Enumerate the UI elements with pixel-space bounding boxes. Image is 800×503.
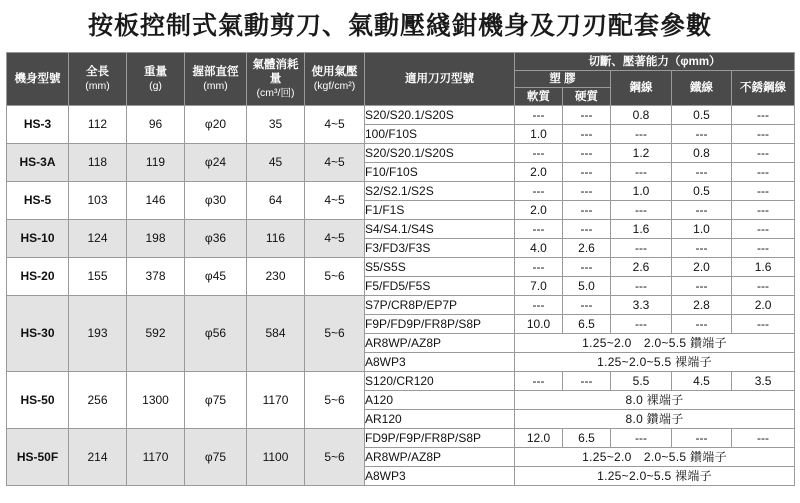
blade-cell: S2/S2.1/S2S (365, 182, 515, 201)
hard-cell: --- (563, 144, 611, 163)
hard-cell: --- (563, 372, 611, 391)
hard-cell: --- (563, 106, 611, 125)
copper-cell: 1.2 (611, 144, 672, 163)
soft-cell: --- (515, 144, 563, 163)
copper-cell: --- (611, 125, 672, 144)
copper-cell: --- (611, 429, 672, 448)
table-row (7, 429, 795, 448)
model-cell: HS-10 (7, 220, 69, 258)
copper-cell: 5.5 (611, 372, 672, 391)
grip-cell: φ45 (185, 258, 247, 296)
soft-cell: --- (515, 182, 563, 201)
soft-cell: 12.0 (515, 429, 563, 448)
pressure-cell: 5~6 (305, 429, 365, 486)
pressure-cell: 4~5 (305, 182, 365, 220)
iron-cell: 0.8 (672, 144, 732, 163)
hard-cell: --- (563, 220, 611, 239)
air-cell: 584 (247, 296, 305, 372)
iron-cell: 0.5 (672, 182, 732, 201)
header-model: 機身型號 (7, 53, 69, 106)
copper-cell: 2.6 (611, 258, 672, 277)
blade-cell: AR8WP/AZ8P (365, 334, 515, 353)
blade-cell: F5/FD5/F5S (365, 277, 515, 296)
soft-cell: --- (515, 220, 563, 239)
blade-cell: A8WP3 (365, 353, 515, 372)
grip-cell: φ30 (185, 182, 247, 220)
capacity-span-cell: 8.0 裸端子 (515, 391, 795, 410)
model-cell: HS-5 (7, 182, 69, 220)
iron-cell: 1.0 (672, 220, 732, 239)
page-title: 按板控制式氣動剪刀、氣動壓綫鉗機身及刀刃配套參數 (87, 11, 712, 40)
copper-cell: 1.0 (611, 182, 672, 201)
capacity-span-cell: 1.25~2.0~5.5 裸端子 (515, 353, 795, 372)
stainless-cell: --- (732, 429, 795, 448)
soft-cell: --- (515, 106, 563, 125)
header-capacity: 切斷、壓著能力（φmm） (515, 53, 795, 71)
blade-cell: AR120 (365, 410, 515, 429)
table-row (7, 372, 795, 391)
soft-cell: 7.0 (515, 277, 563, 296)
length-cell: 155 (69, 258, 127, 296)
soft-cell: --- (515, 372, 563, 391)
stainless-cell: --- (732, 106, 795, 125)
stainless-cell: --- (732, 315, 795, 334)
spec-table (6, 52, 795, 486)
hard-cell: --- (563, 182, 611, 201)
weight-cell: 592 (127, 296, 185, 372)
pressure-cell: 4~5 (305, 144, 365, 182)
header-stainless: 不銹鋼線 (732, 71, 795, 106)
capacity-span-cell: 1.25~2.0 2.0~5.5 鑽端子 (515, 334, 795, 353)
capacity-span-cell: 8.0 鑽端子 (515, 410, 795, 429)
air-cell: 1170 (247, 372, 305, 429)
grip-cell: φ20 (185, 106, 247, 144)
hard-cell: 6.5 (563, 429, 611, 448)
iron-cell: --- (672, 239, 732, 258)
capacity-span-cell: 1.25~2.0~5.5 裸端子 (515, 467, 795, 486)
air-cell: 230 (247, 258, 305, 296)
model-cell: HS-30 (7, 296, 69, 372)
hard-cell: --- (563, 125, 611, 144)
blade-cell: AR8WP/AZ8P (365, 448, 515, 467)
hard-cell: --- (563, 296, 611, 315)
hard-cell: 5.0 (563, 277, 611, 296)
header-grip: 握部直徑 (mm) (185, 53, 247, 106)
stainless-cell: --- (732, 220, 795, 239)
soft-cell: 2.0 (515, 163, 563, 182)
iron-cell: --- (672, 125, 732, 144)
soft-cell: 4.0 (515, 239, 563, 258)
pressure-cell: 4~5 (305, 220, 365, 258)
grip-cell: φ24 (185, 144, 247, 182)
stainless-cell: 2.0 (732, 296, 795, 315)
weight-cell: 1300 (127, 372, 185, 429)
soft-cell: 1.0 (515, 125, 563, 144)
copper-cell: --- (611, 315, 672, 334)
iron-cell: 2.8 (672, 296, 732, 315)
capacity-span-cell: 1.25~2.0 2.0~5.5 鑽端子 (515, 448, 795, 467)
header-soft: 軟質 (515, 88, 563, 106)
weight-cell: 146 (127, 182, 185, 220)
header-blade: 適用刀刃型號 (365, 53, 515, 106)
hard-cell: 2.6 (563, 239, 611, 258)
table-row (7, 144, 795, 163)
pressure-cell: 5~6 (305, 258, 365, 296)
iron-cell: --- (672, 201, 732, 220)
blade-cell: S5/S5S (365, 258, 515, 277)
pressure-cell: 4~5 (305, 106, 365, 144)
grip-cell: φ36 (185, 220, 247, 258)
air-cell: 64 (247, 182, 305, 220)
header-length: 全長 (mm) (69, 53, 127, 106)
length-cell: 103 (69, 182, 127, 220)
hard-cell: --- (563, 163, 611, 182)
stainless-cell: --- (732, 239, 795, 258)
copper-cell: --- (611, 239, 672, 258)
blade-cell: FD9P/F9P/FR8P/S8P (365, 429, 515, 448)
table-row (7, 182, 795, 201)
iron-cell: --- (672, 277, 732, 296)
length-cell: 256 (69, 372, 127, 429)
copper-cell: 1.6 (611, 220, 672, 239)
header-iron: 鐵線 (672, 71, 732, 106)
table-row (7, 220, 795, 239)
grip-cell: φ75 (185, 429, 247, 486)
model-cell: HS-3 (7, 106, 69, 144)
length-cell: 214 (69, 429, 127, 486)
grip-cell: φ56 (185, 296, 247, 372)
soft-cell: --- (515, 296, 563, 315)
blade-cell: F9P/FD9P/FR8P/S8P (365, 315, 515, 334)
blade-cell: S7P/CR8P/EP7P (365, 296, 515, 315)
blade-cell: S20/S20.1/S20S (365, 106, 515, 125)
soft-cell: --- (515, 258, 563, 277)
model-cell: HS-3A (7, 144, 69, 182)
weight-cell: 96 (127, 106, 185, 144)
weight-cell: 119 (127, 144, 185, 182)
pressure-cell: 5~6 (305, 372, 365, 429)
soft-cell: 10.0 (515, 315, 563, 334)
soft-cell: 2.0 (515, 201, 563, 220)
air-cell: 45 (247, 144, 305, 182)
copper-cell: --- (611, 201, 672, 220)
model-cell: HS-50 (7, 372, 69, 429)
header-plastic: 塑 膠 (515, 71, 611, 88)
blade-cell: F10/F10S (365, 163, 515, 182)
table-row (7, 106, 795, 125)
model-cell: HS-20 (7, 258, 69, 296)
iron-cell: --- (672, 163, 732, 182)
stainless-cell: 1.6 (732, 258, 795, 277)
blade-cell: 100/F10S (365, 125, 515, 144)
stainless-cell: 3.5 (732, 372, 795, 391)
blade-cell: F1/F1S (365, 201, 515, 220)
stainless-cell: --- (732, 201, 795, 220)
iron-cell: 2.0 (672, 258, 732, 277)
stainless-cell: --- (732, 125, 795, 144)
air-cell: 35 (247, 106, 305, 144)
table-row (7, 258, 795, 277)
iron-cell: --- (672, 315, 732, 334)
hard-cell: --- (563, 201, 611, 220)
header-copper: 鋼線 (611, 71, 672, 106)
blade-cell: S120/CR120 (365, 372, 515, 391)
hard-cell: 6.5 (563, 315, 611, 334)
blade-cell: F3/FD3/F3S (365, 239, 515, 258)
length-cell: 118 (69, 144, 127, 182)
stainless-cell: --- (732, 144, 795, 163)
header-air: 氣體消耗量 (cm³/回) (247, 53, 305, 106)
table-row (7, 296, 795, 315)
header-hard: 硬質 (563, 88, 611, 106)
pressure-cell: 5~6 (305, 296, 365, 372)
copper-cell: 0.8 (611, 106, 672, 125)
header-weight: 重量 (g) (127, 53, 185, 106)
spec-body (7, 106, 795, 486)
iron-cell: 4.5 (672, 372, 732, 391)
length-cell: 124 (69, 220, 127, 258)
copper-cell: --- (611, 277, 672, 296)
weight-cell: 378 (127, 258, 185, 296)
blade-cell: A120 (365, 391, 515, 410)
stainless-cell: --- (732, 182, 795, 201)
air-cell: 116 (247, 220, 305, 258)
copper-cell: 3.3 (611, 296, 672, 315)
iron-cell: --- (672, 429, 732, 448)
hard-cell: --- (563, 258, 611, 277)
stainless-cell: --- (732, 163, 795, 182)
copper-cell: --- (611, 163, 672, 182)
blade-cell: A8WP3 (365, 467, 515, 486)
stainless-cell: --- (732, 277, 795, 296)
weight-cell: 198 (127, 220, 185, 258)
weight-cell: 1170 (127, 429, 185, 486)
air-cell: 1100 (247, 429, 305, 486)
length-cell: 112 (69, 106, 127, 144)
header-pressure: 使用氣壓 (kgf/cm²) (305, 53, 365, 106)
blade-cell: S20/S20.1/S20S (365, 144, 515, 163)
blade-cell: S4/S4.1/S4S (365, 220, 515, 239)
grip-cell: φ75 (185, 372, 247, 429)
iron-cell: 0.5 (672, 106, 732, 125)
model-cell: HS-50F (7, 429, 69, 486)
length-cell: 193 (69, 296, 127, 372)
